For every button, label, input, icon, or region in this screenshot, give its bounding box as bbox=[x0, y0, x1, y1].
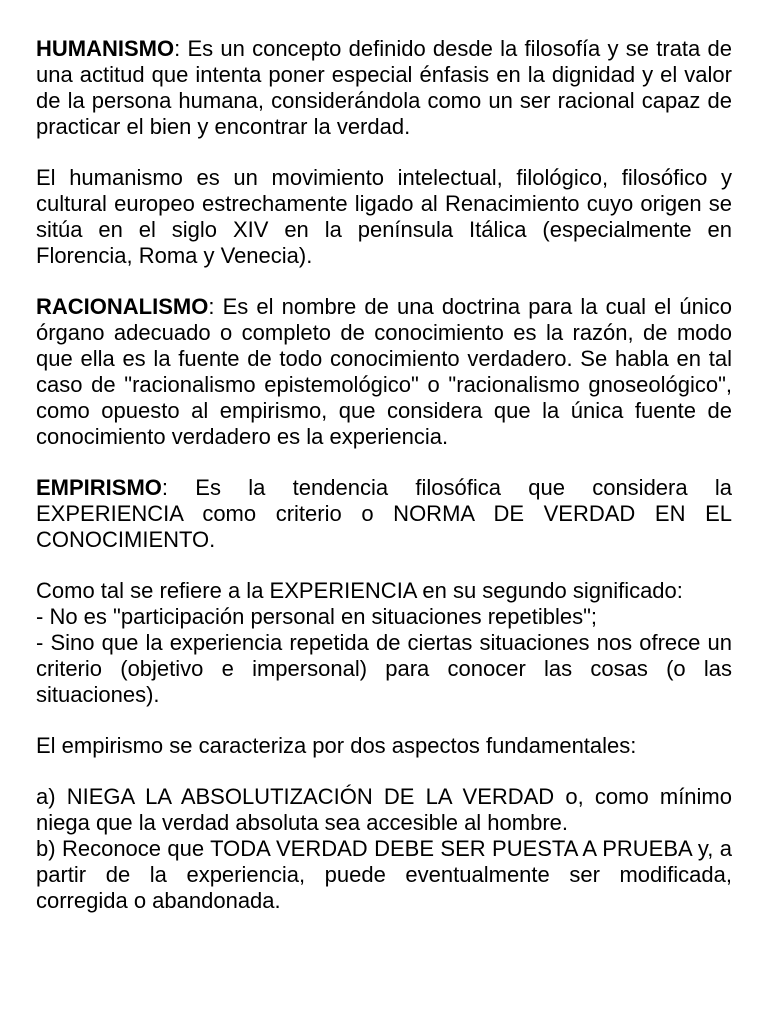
empirismo-definition: : Es la tendencia filosófica que considera la EXPERIENCIA como criterio o NORMA DE VERDAD EN EL CONOCIMIENTO. bbox=[36, 475, 732, 552]
experiencia-point-2: - Sino que la experiencia repetida de ciertas situaciones nos ofrece un criterio (objetivo e impersonal) para conocer las cosas (o las situaciones). bbox=[36, 630, 732, 707]
humanismo-term: HUMANISMO bbox=[36, 36, 175, 61]
humanismo-movement-paragraph: El humanismo es un movimiento intelectual, filológico, filosófico y cultural europeo estrechamente ligado al Renacimiento cuyo origen se sitúa en el siglo XIV en la península Itálica (especialmente en Florencia, Roma y Venecia). bbox=[36, 165, 732, 268]
experiencia-block bbox=[36, 578, 732, 708]
racionalismo-term: RACIONALISMO bbox=[36, 294, 209, 319]
aspecto-b: b) Reconoce que TODA VERDAD DEBE SER PUESTA A PRUEBA y, a partir de la experiencia, puede eventualmente ser modificada, corregida o abandonada. bbox=[36, 836, 732, 913]
racionalismo-paragraph bbox=[36, 294, 732, 450]
humanismo-paragraph bbox=[36, 36, 732, 140]
aspecto-a: a) NIEGA LA ABSOLUTIZACIÓN DE LA VERDAD o, como mínimo niega que la verdad absoluta sea accesible al hombre. bbox=[36, 784, 732, 835]
experiencia-point-1: - No es "participación personal en situaciones repetibles"; bbox=[36, 604, 598, 629]
empirismo-paragraph bbox=[36, 475, 732, 553]
experiencia-intro: Como tal se refiere a la EXPERIENCIA en su segundo significado: bbox=[36, 578, 683, 603]
humanismo-definition: : Es un concepto definido desde la filosofía y se trata de una actitud que intenta poner especial énfasis en la dignidad y el valor de la persona humana, considerándola como un ser racional capaz de practicar el bien y encontrar la verdad. bbox=[36, 36, 732, 139]
racionalismo-definition: : Es el nombre de una doctrina para la cual el único órgano adecuado o completo de conocimiento es la razón, de modo que ella es la fuente de todo conocimiento verdadero. Se habla en tal caso de "racionalismo epistemológico" o "racionalismo gnoseológico", como opuesto al empirismo, que considera que la única fuente de conocimiento verdadero es la experiencia. bbox=[36, 294, 732, 449]
empirismo-term: EMPIRISMO bbox=[36, 475, 162, 500]
aspectos-list bbox=[36, 784, 732, 914]
aspectos-intro: El empirismo se caracteriza por dos aspectos fundamentales: bbox=[36, 733, 637, 758]
